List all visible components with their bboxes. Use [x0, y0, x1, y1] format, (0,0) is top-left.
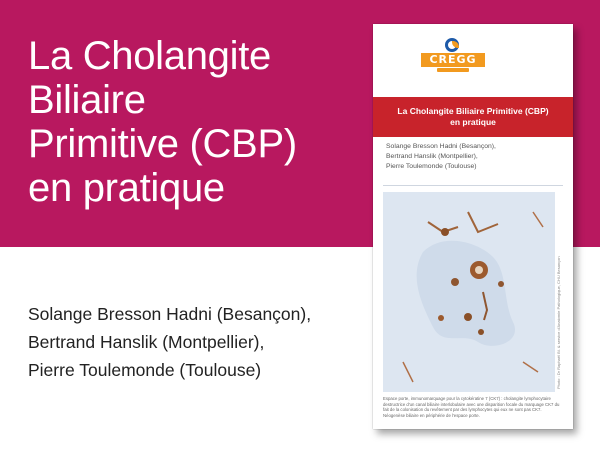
- page-title: [28, 34, 358, 210]
- author-line: Bertrand Hanslik (Montpellier),: [28, 332, 265, 352]
- booklet-author-line: Pierre Toulemonde (Toulouse): [386, 163, 477, 170]
- booklet-title: La Cholangite Biliaire Primitive (CBP): [397, 106, 549, 116]
- photo-credit: Photo : Dr Raphaël Bl. & service d'Anatomie Pathologique, CHU Besançon: [556, 256, 561, 389]
- booklet-cover: [373, 24, 573, 429]
- logo-underline: [437, 68, 469, 72]
- title-line: Biliaire: [28, 78, 146, 122]
- title-line: Primitive (CBP): [28, 122, 297, 166]
- booklet-author-line: Bertrand Hanslik (Montpellier),: [386, 153, 478, 160]
- booklet-divider: [383, 185, 563, 186]
- authors-list: [28, 300, 368, 384]
- title-line: La Cholangite: [28, 34, 271, 78]
- booklet-author-line: Solange Bresson Hadni (Besançon),: [386, 143, 496, 150]
- cregg-logo: [421, 38, 485, 78]
- title-line: en pratique: [28, 166, 225, 210]
- histology-image: [383, 192, 555, 392]
- image-caption: Espace porte, immunomarquage pour la cytokératine 7 (CK7) : cholangite lymphocytaire destructrice d'un canal biliaire interlobulaire avec une disparition focale du marquage CK7 du fait de la colonisation du revêtement par des lymphocytes qui eux ne sont pas CK7. Néogenèse biliaire en périphérie de l'espace porte.: [383, 396, 560, 418]
- booklet-subtitle: en pratique: [450, 117, 496, 127]
- logo-text: CREGG: [421, 53, 485, 67]
- author-line: Solange Bresson Hadni (Besançon),: [28, 304, 312, 324]
- booklet-authors: [386, 142, 566, 172]
- author-line: Pierre Toulemonde (Toulouse): [28, 360, 262, 380]
- booklet-title-band: [373, 97, 573, 137]
